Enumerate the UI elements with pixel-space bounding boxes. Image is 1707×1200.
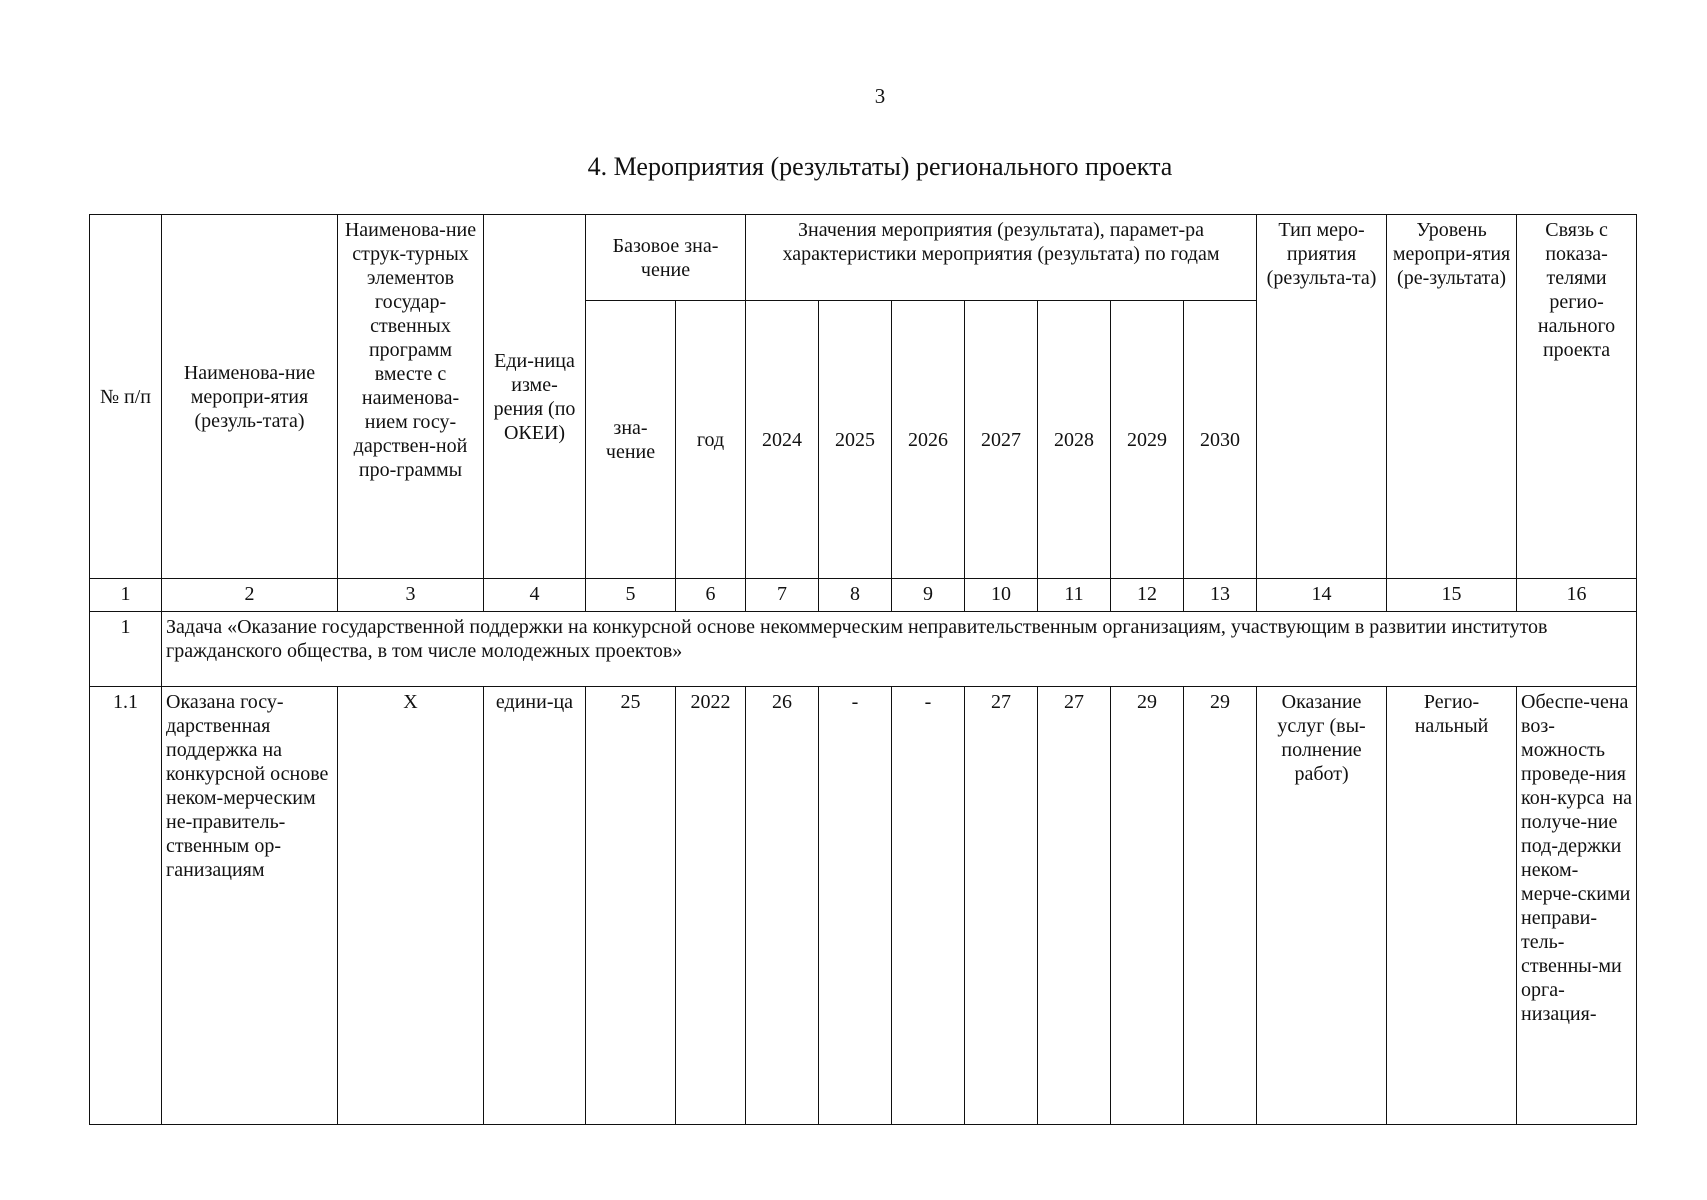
section-title: 4. Мероприятия (результаты) регионального проекта <box>587 152 1173 181</box>
header-num: № п/п <box>90 215 162 579</box>
column-number: 12 <box>1111 579 1184 612</box>
row-value-2026: - <box>892 687 965 1125</box>
header-link: Связь с показа-телями регио-нального проекта <box>1517 215 1637 579</box>
column-number: 14 <box>1257 579 1387 612</box>
header-base-year: год <box>676 301 746 579</box>
row-value-2025: - <box>819 687 892 1125</box>
header-level: Уровень меропри-ятия (ре-зультата) <box>1387 215 1517 579</box>
header-name: Наименова-ние меропри-ятия (резуль-тата) <box>162 215 338 579</box>
header-year-2028: 2028 <box>1038 301 1111 579</box>
row-link: Обеспе-чена воз-можность проведе-ния кон-курса на получе-ние под-держки неком-мерче-скими неправи-тель-ственны-ми орга-низация- <box>1517 687 1637 1125</box>
header-unit: Еди-ница изме-рения (по ОКЕИ) <box>484 215 586 579</box>
row-value-2024: 26 <box>746 687 819 1125</box>
column-number: 10 <box>965 579 1038 612</box>
header-year-2026: 2026 <box>892 301 965 579</box>
column-number: 5 <box>586 579 676 612</box>
row-value-2030: 29 <box>1184 687 1257 1125</box>
task-text: Задача «Оказание государственной поддержки на конкурсной основе некоммерческим неправительственным организациям, участвующим в развитии институтов гражданского общества, в том числе молодежных проектов» <box>162 612 1637 687</box>
column-number: 2 <box>162 579 338 612</box>
column-number: 9 <box>892 579 965 612</box>
row-value-2029: 29 <box>1111 687 1184 1125</box>
column-number: 7 <box>746 579 819 612</box>
column-number: 6 <box>676 579 746 612</box>
header-year-2024: 2024 <box>746 301 819 579</box>
row-num: 1.1 <box>90 687 162 1125</box>
column-number: 8 <box>819 579 892 612</box>
row-level: Регио-нальный <box>1387 687 1517 1125</box>
row-value-2027: 27 <box>965 687 1038 1125</box>
row-value-2028: 27 <box>1038 687 1111 1125</box>
header-year-2030: 2030 <box>1184 301 1257 579</box>
column-number: 13 <box>1184 579 1257 612</box>
header-year-2029: 2029 <box>1111 301 1184 579</box>
header-type: Тип меро-приятия (результа-та) <box>1257 215 1387 579</box>
page-number: 3 <box>874 84 886 108</box>
row-struct: Х <box>338 687 484 1125</box>
row-name: Оказана госу-дарственная поддержка на конкурсной основе неком-мерческим не-правитель-ственным ор-ганизациям <box>162 687 338 1125</box>
row-base-value: 25 <box>586 687 676 1125</box>
column-number: 16 <box>1517 579 1637 612</box>
table-row <box>90 687 1637 1125</box>
header-year-2027: 2027 <box>965 301 1038 579</box>
header-base: Базовое зна-чение <box>586 215 746 301</box>
column-number: 1 <box>90 579 162 612</box>
header-base-value: зна-чение <box>586 301 676 579</box>
header-values: Значения мероприятия (результата), парамет-ра характеристики мероприятия (результата) по годам <box>746 215 1257 301</box>
task-row <box>90 612 1637 687</box>
column-number: 15 <box>1387 579 1517 612</box>
task-num: 1 <box>90 612 162 687</box>
row-type: Оказание услуг (вы-полнение работ) <box>1257 687 1387 1125</box>
column-number: 11 <box>1038 579 1111 612</box>
column-numbers-row <box>90 579 1637 612</box>
row-unit: едини-ца <box>484 687 586 1125</box>
header-struct: Наименова-ние струк-турных элементов государ-ственных программ вместе с наименова-нием госу-дарствен-ной про-граммы <box>338 215 484 579</box>
column-number: 4 <box>484 579 586 612</box>
header-year-2025: 2025 <box>819 301 892 579</box>
events-table <box>89 214 1637 1125</box>
row-base-year: 2022 <box>676 687 746 1125</box>
column-number: 3 <box>338 579 484 612</box>
